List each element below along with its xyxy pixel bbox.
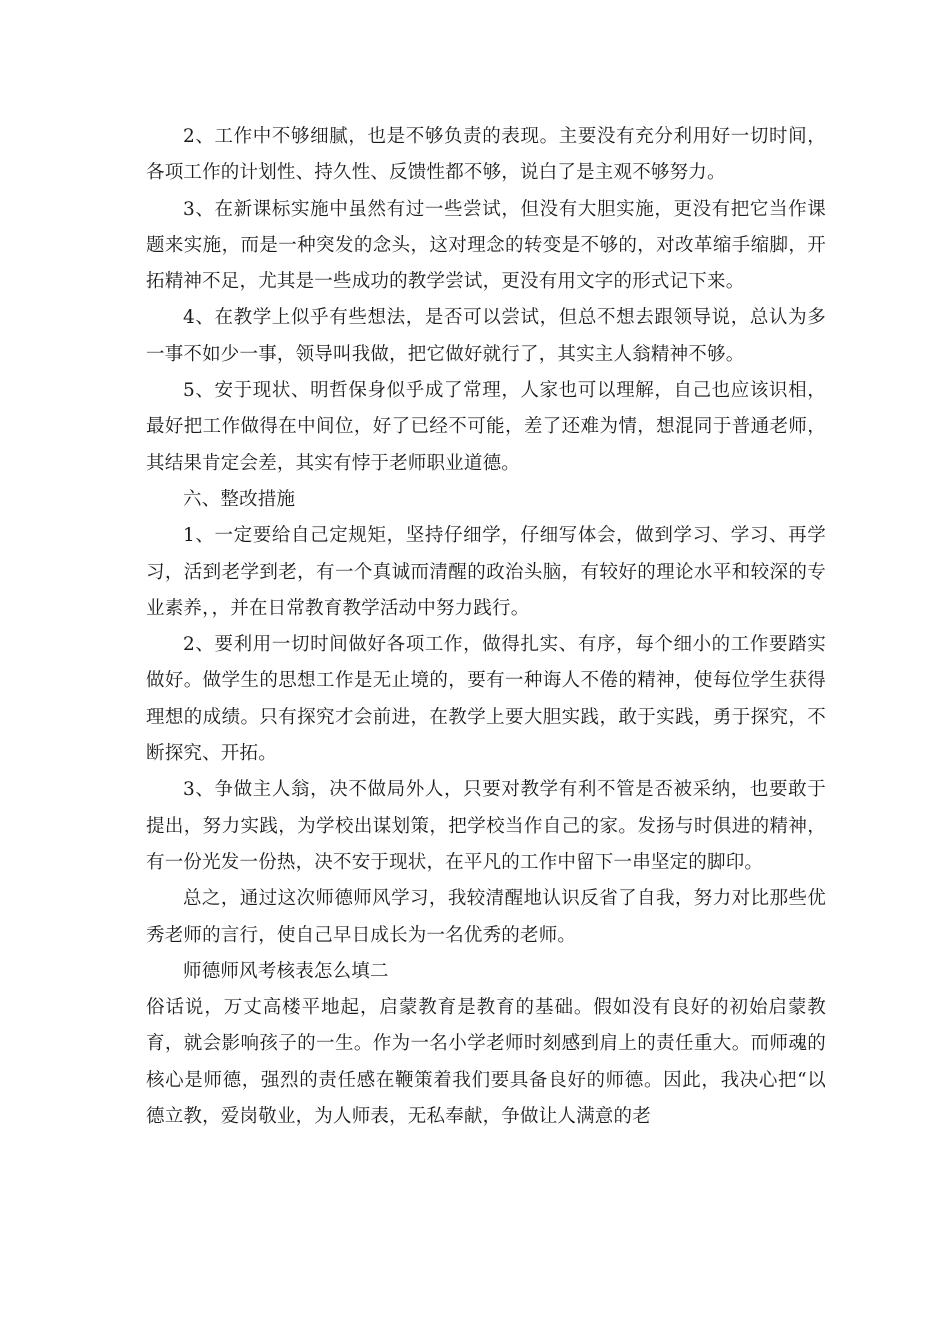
- paragraph-conclusion: 总之，通过这次师德师风学习，我较清醒地认识反省了自我，努力对比那些优秀老师的言行，使自己早日成长为一名优秀的老师。: [146, 888, 826, 946]
- document-body: [146, 119, 826, 1135]
- paragraph-shortcoming-4: 4、在教学上似乎有些想法，是否可以尝试，但总不想去跟领导说，总认为多一事不如少一事，领导叫我做，把它做好就行了，其实主人翁精神不够。: [146, 307, 826, 365]
- paragraph-shortcoming-5: 5、安于现状、明哲保身似乎成了常理，人家也可以理解，自己也应该识相，最好把工作做得在中间位，好了已经不可能，差了还难为情，想混同于普通老师，其结果肯定会差，其实有悖于老师职业道德。: [146, 380, 826, 474]
- paragraph-measure-2: 2、要利用一切时间做好各项工作，做得扎实、有序，每个细小的工作要踏实做好。做学生的思想工作是无止境的，要有一种诲人不倦的精神，使每位学生获得理想的成绩。只有探究才会前进，在教学上要大胆实践，敢于实践，勇于探究，不断探究、开拓。: [146, 634, 826, 765]
- paragraph-shortcoming-2: 2、工作中不够细腻，也是不够负责的表现。主要没有充分利用好一切时间，各项工作的计划性、持久性、反馈性都不够，说白了是主观不够努力。: [146, 126, 826, 184]
- section-heading-part-two: 师德师风考核表怎么填二: [183, 960, 389, 982]
- paragraph-part-two-intro: 俗话说，万丈高楼平地起，启蒙教育是教育的基础。假如没有良好的初始启蒙教育，就会影响孩子的一生。作为一名小学老师时刻感到肩上的责任重大。而师魂的核心是师德，强烈的责任感在鞭策着我们要具备良好的师德。因此，我决心把“以德立教，爱岗敬业，为人师表，无私奉献，争做让人满意的老: [146, 997, 826, 1128]
- paragraph-shortcoming-3: 3、在新课标实施中虽然有过一些尝试，但没有大胆实施，更没有把它当作课题来实施，而是一种突发的念头，这对理念的转变是不够的，对改革缩手缩脚，开拓精神不足，尤其是一些成功的教学尝试，更没有用文字的形式记下来。: [146, 198, 826, 293]
- paragraph-measure-3: 3、争做主人翁，决不做局外人，只要对教学有利不管是否被采纳，也要敢于提出，努力实践，为学校出谋划策，把学校当作自己的家。发扬与时俱进的精神，有一份光发一份热，决不安于现状，在平凡的工作中留下一串坚定的脚印。: [146, 779, 826, 873]
- paragraph-measure-1: 1、一定要给自己定规矩，坚持仔细学，仔细写体会，做到学习、学习、再学习，活到老学到老，有一个真诚而清醒的政治头脑，有较好的理论水平和较深的专业素养，，并在日常教育教学活动中努力践行。: [146, 525, 826, 619]
- section-heading-rectification: 六、整改措施: [183, 488, 296, 510]
